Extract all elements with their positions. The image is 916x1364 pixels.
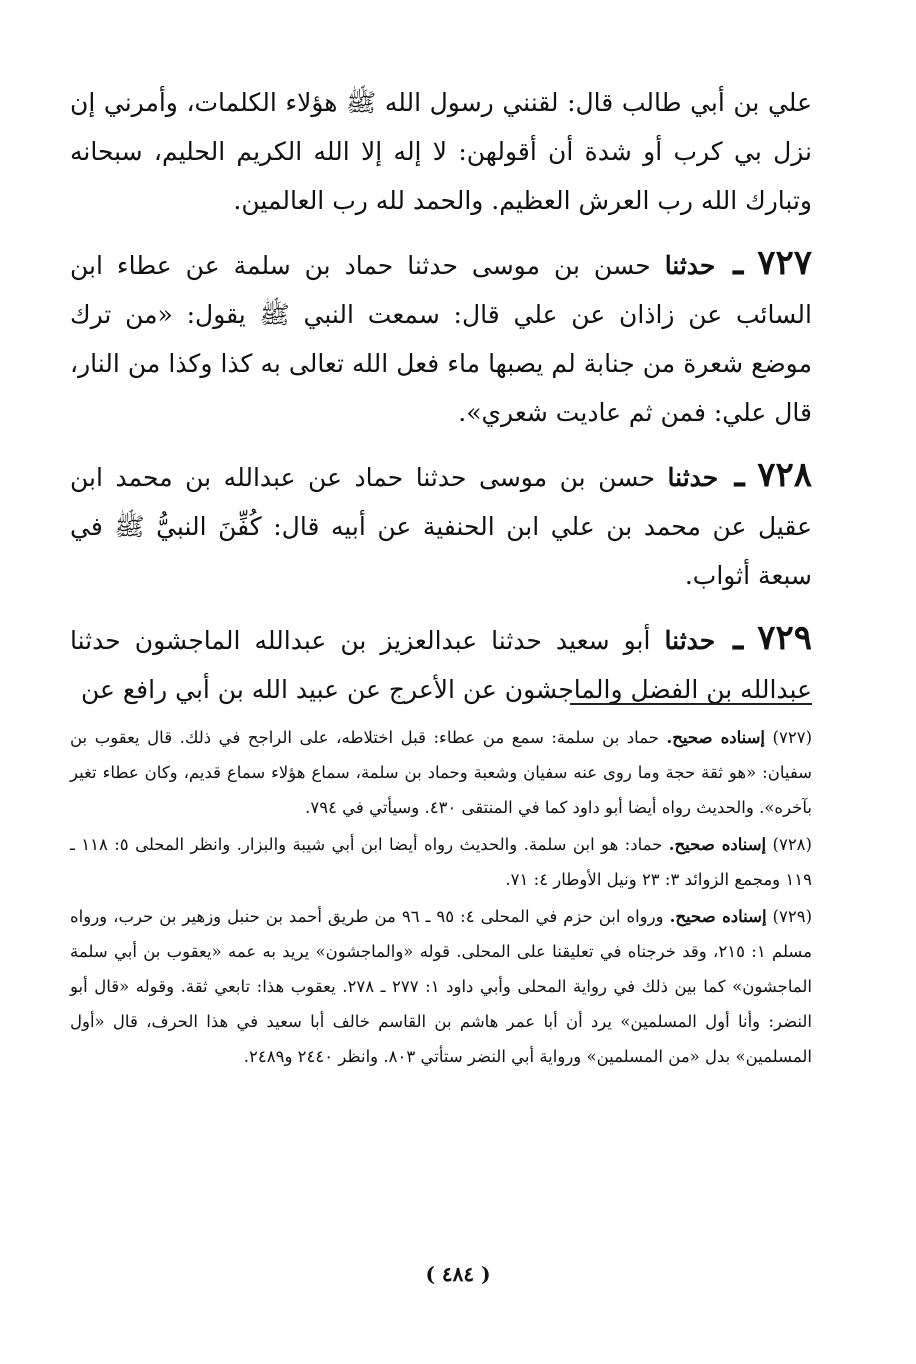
- footnote-728: [70, 827, 812, 897]
- footnote-number: (٧٢٩): [772, 907, 812, 926]
- hadith-keyword: حدثنا: [667, 463, 719, 492]
- hadith-keyword: حدثنا: [664, 626, 716, 655]
- hadith-727: ٧٢٧ ـ حدثنا حسن بن موسى حدثنا حماد بن سلمة عن عطاء ابن السائب عن زاذان عن علي قال: سمعت النبي ﷺ يقول: «من ترك موضع شعرة من جنابة لم يصبها ماء فعل الله تعالى به كذا وكذا من النار، قال علي: فمن ثم عاديت شعري».: [70, 243, 812, 427]
- footnote-text: حماد بن سلمة: سمع من عطاء: قبل اختلاطه، على الراجح في ذلك. قال يعقوب بن سفيان: «هو ثقة حجة وما روى عنه سفيان وشعبة وحماد بن سلمة، سماع هؤلاء سماع قديم، وكان عطاء تغير بآخره». والحديث رواه أيضا أبو داود كما في المنتقى ٤٣٠. وسيأتي في ٧٩٤.: [70, 728, 812, 817]
- hadith-text: أبو سعيد حدثنا عبدالعزيز بن عبدالله الماجشون حدثنا عبدالله بن الفضل والماجشون عن الأعرج عن عبيد الله بن أبي رافع عن: [70, 626, 812, 704]
- main-text: [70, 78, 812, 728]
- footnote-729: [70, 899, 812, 1074]
- hadith-728: ٧٢٨ ـ حدثنا حسن بن موسى حدثنا حماد عن عبدالله بن محمد ابن عقيل عن محمد بن علي ابن الحنفية عن أبيه قال: كُفِّنَ النبيُّ ﷺ في سبعة أثواب.: [70, 455, 812, 590]
- hadith-number: ٧٢٨: [757, 455, 812, 495]
- footnote-number: (٧٢٨): [772, 835, 812, 854]
- footnote-727: [70, 720, 812, 825]
- hadith-729: ٧٢٩ ـ حدثنا أبو سعيد حدثنا عبدالعزيز بن عبدالله الماجشون حدثنا عبدالله بن الفضل والماجشون عن الأعرج عن عبيد الله بن أبي رافع عن: [70, 618, 812, 704]
- page-number: ( ٤٨٤ ): [425, 1262, 491, 1286]
- footnote-text: ورواه ابن حزم في المحلى ٤: ٩٥ ـ ٩٦ من طريق أحمد بن حنبل وزهير بن حرب، ورواه مسلم ١: ٢١٥، وقد خرجناه في تعليقنا على المحلى. قوله «والماجشون» يريد به عمه «يعقوب بن أبي سلمة الماجشون» كما بين ذلك في رواية المحلى وأبي داود ١: ٢٧٧ ـ ٢٧٨. يعقوب هذا: تابعي ثقة. وقوله «قال أبو النضر: وأنا أول المسلمين» يرد أن أبا عمر هاشم بن القاسم خالف أبا سعيد في هذا الحرف، قال «أول المسلمين» بدل «من المسلمين» ورواية أبي النضر ستأتي ٨٠٣. وانظر ٢٤٤٠ و٢٤٨٩.: [70, 907, 813, 1066]
- footnote-divider: [570, 703, 812, 705]
- footnote-keyword: إسناده صحيح.: [669, 907, 767, 926]
- hadith-text: حسن بن موسى حدثنا حماد عن عبدالله بن محمد ابن عقيل عن محمد بن علي ابن الحنفية عن أبيه قال: كُفِّنَ النبيُّ ﷺ في سبعة أثواب.: [70, 463, 812, 590]
- footnote-number: (٧٢٧): [772, 728, 812, 747]
- hadith-keyword: حدثنا: [664, 251, 716, 280]
- intro-paragraph: علي بن أبي طالب قال: لقنني رسول الله ﷺ هؤلاء الكلمات، وأمرني إن نزل بي كرب أو شدة أن أقولهن: لا إله إلا الله الكريم الحليم، سبحانه وتبارك الله رب العرش العظيم. والحمد لله رب العالمين.: [70, 88, 812, 215]
- hadith-number: ٧٢٧: [757, 243, 812, 283]
- hadith-number: ٧٢٩: [757, 618, 812, 658]
- footnote-keyword: إسناده صحيح.: [666, 728, 765, 747]
- footnote-text: حماد: هو ابن سلمة. والحديث رواه أيضا ابن أبي شيبة والبزار. وانظر المحلى ٥: ١١٨ ـ ١١٩ ومجمع الزوائد ٣: ٢٣ ونيل الأوطار ٤: ٧١.: [70, 835, 812, 889]
- hadith-text: حسن بن موسى حدثنا حماد بن سلمة عن عطاء ابن السائب عن زاذان عن علي قال: سمعت النبي ﷺ يقول: «من ترك موضع شعرة من جنابة لم يصبها ماء فعل الله تعالى به كذا وكذا من النار، قال علي: فمن ثم عاديت شعري».: [70, 251, 812, 427]
- footnotes: [70, 720, 812, 1076]
- footnote-keyword: إسناده صحيح.: [668, 835, 767, 854]
